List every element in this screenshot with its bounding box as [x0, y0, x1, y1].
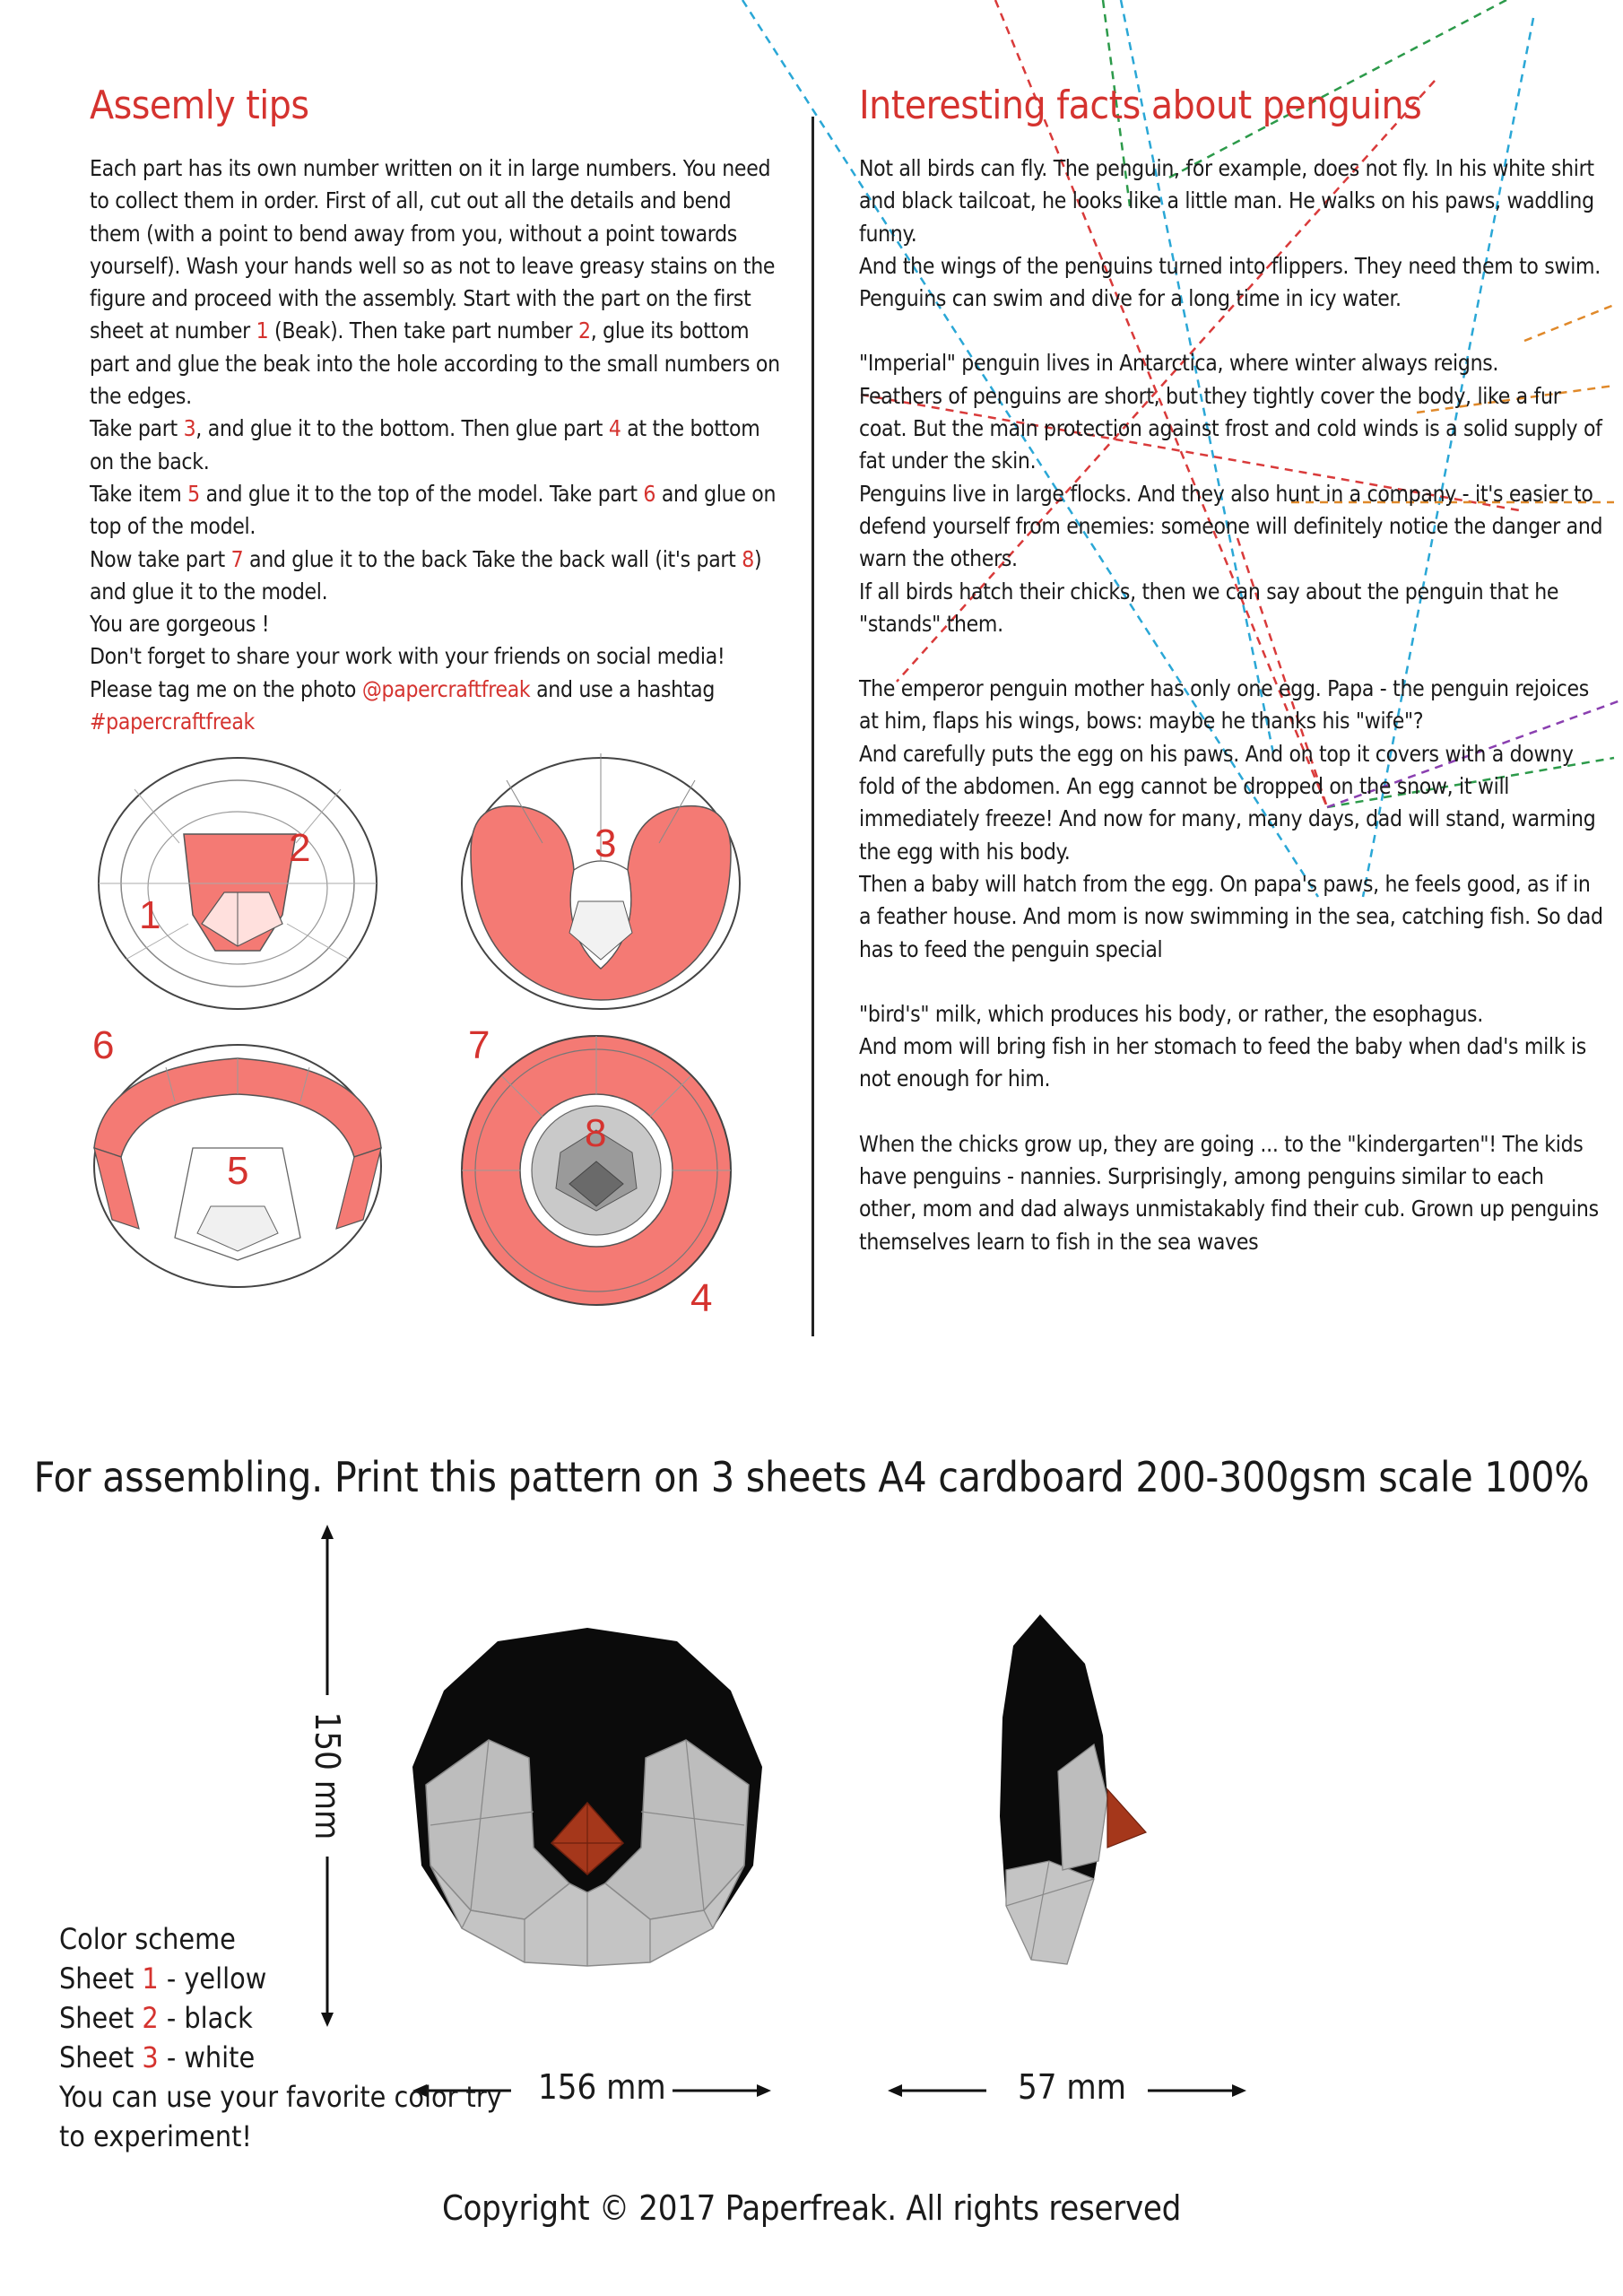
print-instructions-title: For assembling. Print this pattern on 3 sheets A4 cardboard 200-300gsm scale 100%: [33, 1453, 1590, 1501]
facts-paragraph: And carefully puts the egg on his paws. And on top it covers with a downy fold of the abdomen. An egg cannot be dropped on the snow, it will immediately freeze! And now for many, many days, dad will stand, warming the egg with his body.: [859, 740, 1596, 865]
color-scheme-note: You can use your favorite color try: [59, 2080, 502, 2114]
color-scheme-note-2: to experiment!: [59, 2119, 252, 2153]
facts-paragraph: "Imperial" penguin lives in Antarctica, where winter always reigns.: [859, 350, 1499, 377]
diagram-label-5: 5: [227, 1149, 249, 1193]
facts-paragraph: Then a baby will hatch from the egg. On papa's paws, he feels good, as if in a feather house. And mom is now swimming in the sea, catching fish. So dad has to feed the penguin special: [859, 870, 1603, 962]
diagram-label-8: 8: [585, 1111, 607, 1155]
column-divider: [812, 117, 814, 1336]
penguin-front-view: [408, 1623, 767, 1964]
assembly-diagram-1: [90, 744, 395, 1022]
facts-title: Interesting facts about penguins: [859, 83, 1422, 128]
facts-paragraph: Penguins live in large flocks. And they also hunt in a company - it's easier to defend yourself from enemies: someone will definitely notice the danger and warn the others.: [859, 480, 1603, 572]
width-label: 156 mm: [538, 2067, 666, 2107]
facts-paragraph: If all birds hatch their chicks, then we can say about the penguin that he "stands" them.: [859, 578, 1559, 637]
color-scheme-heading: Color scheme: [59, 1922, 236, 1956]
color-scheme-sheet-2: Sheet 2 - black: [59, 2001, 253, 2035]
diagram-label-4: 4: [690, 1276, 713, 1320]
facts-text: [859, 152, 1603, 1258]
diagram-label-1: 1: [139, 893, 161, 937]
instagram-handle[interactable]: @papercraftfreak: [361, 675, 531, 702]
diagram-label-2: 2: [289, 826, 311, 870]
assembly-diagram-2: [453, 744, 758, 1022]
penguin-side-view: [995, 1610, 1157, 1969]
facts-paragraph: And mom will bring fish in her stomach to feed the baby when dad's milk is not enough for him.: [859, 1033, 1586, 1092]
diagram-label-7: 7: [468, 1023, 490, 1067]
facts-paragraph: "bird's" milk, which produces his body, or rather, the esophagus.: [859, 1000, 1483, 1027]
facts-paragraph: The emperor penguin mother has only one egg. Papa - the penguin rejoices at him, flaps his wings, bows: maybe he thanks his "wife"?: [859, 675, 1589, 735]
hashtag[interactable]: #papercraftfreak: [90, 709, 255, 735]
assembly-tips-title: Assemly tips: [90, 83, 309, 128]
height-label: 150 mm: [308, 1711, 347, 1840]
facts-paragraph: Not all birds can fly. The penguin, for example, does not fly. In his white shirt and black tailcoat, he looks like a little man. He walks on his paws, waddling funny.: [859, 155, 1594, 247]
color-scheme: [59, 1919, 502, 2156]
depth-label: 57 mm: [1018, 2067, 1126, 2107]
assembly-tips-text: Each part has its own number written on it in large numbers. You need to collect them in order. First of all, cut out all the details and bend them (with a point to bend away from you, without a point towards yourself). Wash your hands well so as not to leave greasy stains on the figure and proceed with the assembly. Start with the part on the first sheet at number 1 (Beak). Then take part number 2, glue its bottom part and glue the beak into the hole according to the small numbers on the edges. Take part 3, and glue it to the bottom. Then glue part 4 at the bottom on the back. Take item 5 and glue it to the top of the model. Take part 6 and glue on top of the model. Now take part 7 and glue it to the back Take the back wall (it's part 8) and glue it to the model. You are gorgeous ! Don't forget to share your work with your friends on social media! Please tag me on the photo @papercraftfreak and use a hashtag #papercraftfreak: [90, 152, 780, 738]
assembly-diagram-4: [448, 1023, 753, 1327]
facts-paragraph: When the chicks grow up, they are going ... to the "kindergarten"! The kids have penguins - nannies. Surprisingly, among penguins similar to each other, mom and dad always unmistakably find their cub. Grown up penguins themselves learn to fish in the sea waves: [859, 1130, 1599, 1255]
facts-paragraph: Feathers of penguins are short, but they tightly cover the body, like a fur coat. But the main protection against frost and cold winds is a solid supply of fat under the skin.: [859, 382, 1602, 474]
facts-paragraph: And the wings of the penguins turned into flippers. They need them to swim. Penguins can swim and dive for a long time in icy water.: [859, 252, 1601, 312]
diagram-label-6: 6: [92, 1023, 115, 1067]
color-scheme-sheet-3: Sheet 3 - white: [59, 2040, 256, 2074]
color-scheme-sheet-1: Sheet 1 - yellow: [59, 1961, 267, 1996]
copyright: Copyright © 2017 Paperfreak. All rights reserved: [441, 2188, 1182, 2228]
assembly-diagram-3: [85, 1023, 399, 1300]
diagram-label-3: 3: [595, 822, 617, 865]
